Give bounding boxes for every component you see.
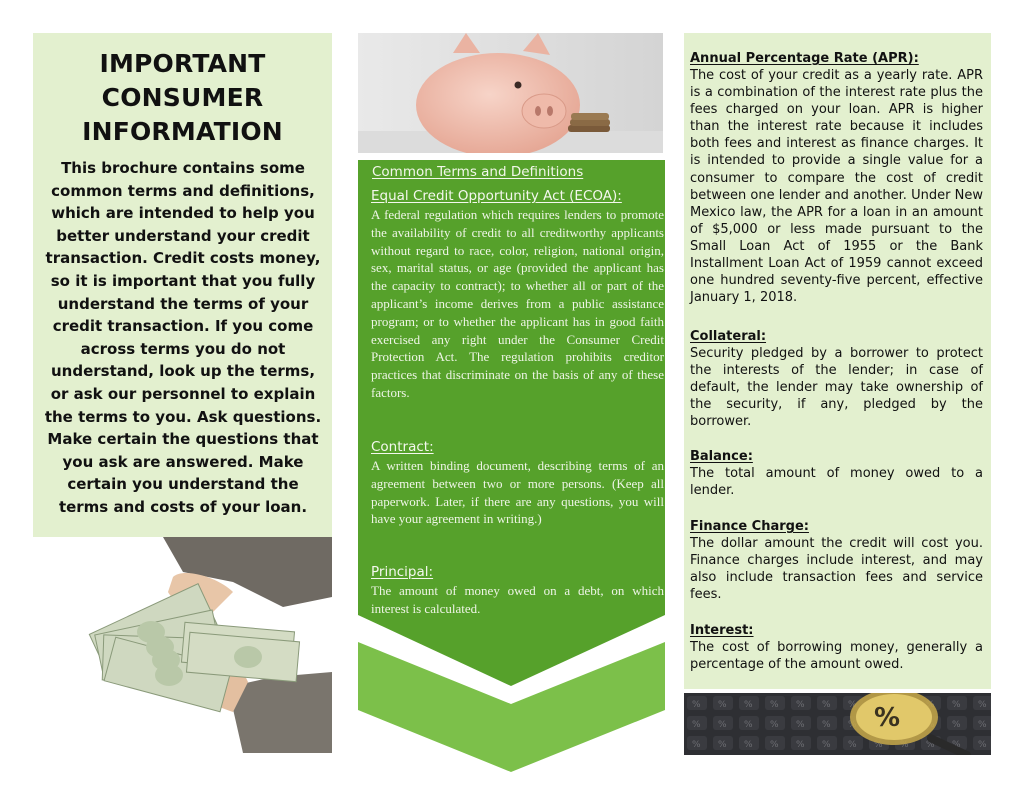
term-heading-ecoa: Equal Credit Opportunity Act (ECOA):: [371, 188, 622, 204]
term-definition-balance: The total amount of money owed to a lender.: [690, 466, 983, 499]
term-heading-balance: Balance:: [690, 449, 753, 464]
term-definition-contract: A written binding document, describing terms of an agreement between two or more persons. (Keep all paperwork. Later, if there are any questions, you will have your agreement in writing.): [371, 458, 664, 527]
term-definition-finance-charge: The dollar amount the credit will cost you. Finance charges include interest, and may also include transaction fees and service fees.: [690, 536, 983, 603]
svg-text:%: %: [874, 703, 901, 733]
term-definition-apr: The cost of your credit as a yearly rate. APR is a combination of the interest rate plus the fees charged on your loan. APR is higher than the interest rate because it includes both fees and interest as finance charges. It is intended to provide a single value for a consumer to compare the cost of credit between one lender and another. Under New Mexico law, the APR for a loan in an amount of $5,000 or less made pursuant to the Small Loan Act of 1955 or the Bank Installment Loan Act of 1959 cannot exceed one hundred seventy-five percent, effective January 1, 2018.: [690, 68, 983, 306]
term-definition-collateral: Security pledged by a borrower to protect the interests of the lender; in case of default, the lender may take ownership of the security, if any, pledged by the borrower.: [690, 346, 983, 430]
section-heading: Common Terms and Definitions: [372, 164, 584, 180]
money-counting-photo: [33, 537, 332, 753]
brochure-title: IMPORTANT CONSUMER INFORMATION: [82, 49, 283, 146]
term-heading-contract: Contract:: [371, 439, 434, 455]
terms-panel-green: [358, 160, 665, 686]
term-definition-ecoa: A federal regulation which requires lenders to promote the availability of credit to all creditworthy applicants without regard to race, color, religion, national origin, sex, marital status, or age (provided the applicant has the capacity to contract); to whether all or part of the applicant’s income derives from a public assistance program; or to whether the applicant has in good faith exercised any right under the Consumer Credit Protection Act. The regulation prohibits creditor practices that discriminate on the basis of any of these factors.: [371, 207, 664, 400]
percent-magnifier-photo: [684, 693, 991, 755]
term-heading-principal: Principal:: [371, 564, 434, 580]
piggy-bank-photo: [358, 33, 663, 153]
term-heading-finance-charge: Finance Charge:: [690, 519, 809, 534]
intro-text: This brochure contains some common terms and definitions, which are intended to help you better understand your credit transaction. Credit costs money, so it is important that you fully understand the terms of your credit transaction. If you come across terms you do not understand, look up the terms, or ask our personnel to explain the terms to you. Ask questions. Make certain the questions that you ask are answered. Make certain you understand the terms and costs of your loan.: [44, 159, 322, 516]
term-heading-interest: Interest:: [690, 623, 754, 638]
term-heading-collateral: Collateral:: [690, 329, 767, 344]
intro-panel: [33, 33, 332, 537]
term-definition-interest: The cost of borrowing money, generally a percentage of the amount owed.: [690, 640, 983, 673]
definitions-panel-right: [684, 33, 991, 689]
term-heading-apr: Annual Percentage Rate (APR):: [690, 51, 919, 66]
term-definition-principal: The amount of money owed on a debt, on which interest is calculated.: [371, 583, 664, 616]
chevron-arrow-decoration: [358, 642, 665, 772]
